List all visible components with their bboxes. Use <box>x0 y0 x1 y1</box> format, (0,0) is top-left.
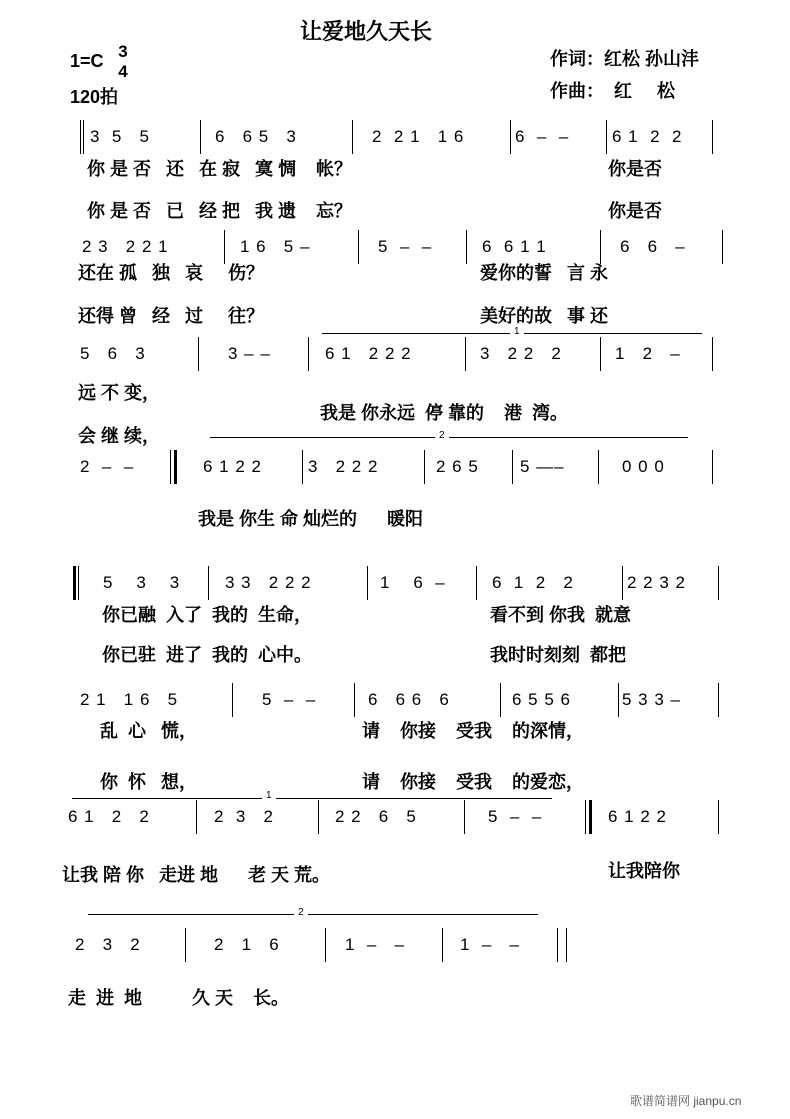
barline <box>232 683 233 717</box>
measure: 5 —– <box>520 457 565 476</box>
measure: 2 2 1 1 6 <box>372 127 465 146</box>
measure: 6 6 6 6 <box>368 690 450 709</box>
barline <box>600 230 601 264</box>
barline <box>476 566 477 600</box>
measure: 5 – – <box>488 807 543 826</box>
measure: 5 – – <box>378 237 433 256</box>
repeat-end-barline <box>589 800 592 834</box>
barline <box>308 337 309 371</box>
lyric-line: 你是否 <box>608 159 662 179</box>
measure: 1 2 – <box>615 344 681 363</box>
time-signature-bottom: 4 <box>118 62 128 81</box>
repeat-start-barline <box>83 120 84 154</box>
measure: 5 6 3 <box>80 344 146 363</box>
lyric-line: 会 继 续， <box>78 426 161 446</box>
lyric-line: 看不到 你我 就意 <box>490 605 632 625</box>
barline <box>196 800 197 834</box>
lyric-line: 还在 孤 独 哀 伤？ <box>78 263 265 283</box>
measure: 6 6 – <box>620 237 686 256</box>
barline <box>464 800 465 834</box>
measure: 2 3 2 <box>214 807 274 826</box>
barline <box>466 230 467 264</box>
measure: 1 6 – <box>380 573 446 592</box>
barline <box>358 230 359 264</box>
volta-number: 2 <box>294 907 308 918</box>
time-signature-top: 3 <box>118 42 128 61</box>
volta-number: 1 <box>510 326 524 337</box>
barline <box>718 800 719 834</box>
lyric-line: 美好的故 事 还 <box>480 306 609 326</box>
lyric-line: 我是 你永远 停 靠的 港 湾。 <box>320 403 569 423</box>
barline <box>598 450 599 484</box>
lyricist: 作词：红松 孙山沣 <box>550 49 700 69</box>
volta-bracket <box>88 914 538 915</box>
measure: 2 2 6 5 <box>335 807 417 826</box>
barline <box>224 230 225 264</box>
barline <box>512 450 513 484</box>
composer: 作曲： 红 松 <box>550 81 676 101</box>
lyric-line: 我是 你生 命 灿烂的 暖阳 <box>198 509 424 529</box>
measure: 5 3 3 – <box>622 690 681 709</box>
lyric-line: 你 是 否 还 在 寂 寞 惆 帐？ <box>87 159 353 179</box>
final-barline <box>566 928 567 962</box>
measure: 0 0 0 <box>622 457 665 476</box>
measure: 2 2 3 2 <box>627 573 686 592</box>
lyric-line: 还得 曾 经 过 往？ <box>78 306 265 326</box>
repeat-start-barline <box>80 120 81 154</box>
measure: 6 6 5 3 <box>215 127 297 146</box>
volta-number: 2 <box>435 430 449 441</box>
barline <box>618 683 619 717</box>
barline <box>354 683 355 717</box>
measure: 1 6 5 – <box>240 237 311 256</box>
measure: 3 2 2 2 <box>308 457 379 476</box>
barline <box>352 120 353 154</box>
barline <box>442 928 443 962</box>
barline <box>500 683 501 717</box>
volta-bracket <box>72 798 552 799</box>
barline <box>712 120 713 154</box>
measure: 6 1 2 2 2 <box>325 344 412 363</box>
repeat-end-barline <box>170 450 171 484</box>
measure: 2 1 6 <box>214 935 280 954</box>
measure: 3 3 2 2 2 <box>225 573 312 592</box>
measure: 1 – – <box>460 935 520 954</box>
tempo: 120拍 <box>70 87 119 107</box>
barline <box>712 450 713 484</box>
measure: 1 – – <box>345 935 405 954</box>
lyric-line: 请 你接 受我 的爱恋， <box>362 772 585 792</box>
barline <box>510 120 511 154</box>
barline <box>722 230 723 264</box>
barline <box>465 337 466 371</box>
measure: 6 1 2 2 <box>608 807 667 826</box>
lyric-line: 让我 陪 你 走进 地 老 天 荒。 <box>62 865 331 885</box>
barline <box>325 928 326 962</box>
barline <box>622 566 623 600</box>
barline <box>718 566 719 600</box>
measure: 2 – – <box>80 457 135 476</box>
measure: 6 5 5 6 <box>512 690 571 709</box>
barline <box>208 566 209 600</box>
volta-number: 1 <box>262 790 276 801</box>
song-title: 让爱地久天长 <box>300 19 433 44</box>
barline <box>185 928 186 962</box>
key-signature: 1=C <box>70 51 104 71</box>
measure: 3 – – <box>228 344 271 363</box>
lyric-line: 远 不 变， <box>78 383 161 403</box>
repeat-start-barline <box>73 566 76 600</box>
measure: 2 1 1 6 5 <box>80 690 179 709</box>
repeat-end-barline <box>585 800 586 834</box>
measure: 2 3 2 2 1 <box>82 237 169 256</box>
lyric-line: 请 你接 受我 的深情， <box>362 721 585 741</box>
barline <box>318 800 319 834</box>
measure: 2 3 2 <box>75 935 141 954</box>
lyric-line: 我时时刻刻 都把 <box>490 645 627 665</box>
measure: 6 1 2 2 <box>203 457 262 476</box>
barline <box>302 450 303 484</box>
repeat-start-barline <box>78 566 79 600</box>
lyric-line: 你 怀 想， <box>100 772 198 792</box>
barline <box>606 120 607 154</box>
measure: 6 1 2 2 <box>492 573 574 592</box>
final-barline <box>557 928 558 962</box>
measure: 5 3 3 <box>103 573 181 592</box>
lyric-line: 让我陪你 <box>608 861 680 881</box>
barline <box>718 683 719 717</box>
watermark: 歌谱简谱网 jianpu.cn <box>630 1094 742 1108</box>
barline <box>424 450 425 484</box>
lyric-line: 你是否 <box>608 201 662 221</box>
barline <box>200 120 201 154</box>
repeat-end-barline <box>174 450 177 484</box>
lyric-line: 乱 心 慌， <box>100 721 198 741</box>
lyric-line: 你已融 入了 我的 生命， <box>102 605 313 625</box>
lyric-line: 你 是 否 已 经 把 我 遗 忘？ <box>87 201 353 221</box>
measure: 6 – – <box>515 127 570 146</box>
measure: 3 5 5 <box>90 127 150 146</box>
measure: 3 2 2 2 <box>480 344 562 363</box>
measure: 6 1 2 2 <box>612 127 683 146</box>
measure: 6 1 2 2 <box>68 807 150 826</box>
barline <box>198 337 199 371</box>
lyric-line: 爱你的誓 言 永 <box>480 263 609 283</box>
barline <box>367 566 368 600</box>
lyric-line: 走 进 地 久 天 长。 <box>68 988 290 1008</box>
barline <box>600 337 601 371</box>
barline <box>712 337 713 371</box>
measure: 5 – – <box>262 690 317 709</box>
measure: 6 6 1 1 <box>482 237 547 256</box>
measure: 2 6 5 <box>436 457 479 476</box>
volta-bracket <box>210 437 688 438</box>
lyric-line: 你已驻 进了 我的 心中。 <box>102 645 313 665</box>
